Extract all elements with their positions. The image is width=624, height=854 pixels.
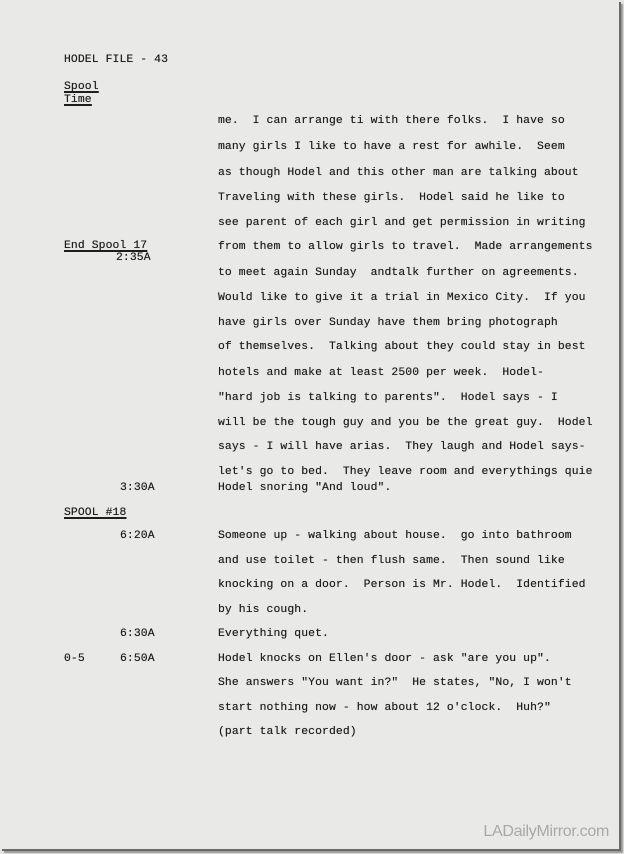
body-line: Would like to give it a trial in Mexico City. If you	[218, 292, 586, 304]
timestamp-6-30a: 6:30A	[120, 628, 155, 640]
body-line: Everything quet.	[218, 628, 329, 640]
body-line: me. I can arrange ti with there folks. I have so	[218, 115, 565, 127]
body-line: let's go to bed. They leave room and everythings quie	[218, 466, 593, 478]
body-line: "hard job is talking to parents". Hodel says - I	[218, 392, 558, 404]
body-line: have girls over Sunday have them bring photograph	[218, 317, 558, 329]
column-heading-time: Time	[64, 94, 92, 106]
body-line: as though Hodel and this other man are talking about	[218, 167, 579, 179]
timestamp-6-50a: 6:50A	[120, 653, 155, 665]
body-line: from them to allow girls to travel. Made arrangements	[218, 241, 593, 253]
spool-18-heading: SPOOL #18	[64, 507, 127, 519]
body-line: see parent of each girl and get permission in writing	[218, 217, 586, 229]
body-line: Hodel knocks on Ellen's door - ask "are you up".	[218, 653, 551, 665]
document-header: HODEL FILE - 43	[64, 54, 169, 66]
body-line: (part talk recorded)	[218, 726, 357, 738]
body-line: will be the tough guy and you be the great guy. Hodel	[218, 417, 593, 429]
timestamp-3-30a: 3:30A	[120, 482, 155, 494]
body-line: hotels and make at least 2500 per week. Hodel-	[218, 367, 544, 379]
body-line: by his cough.	[218, 604, 309, 616]
tape-counter: 0-5	[64, 653, 85, 665]
body-line: to meet again Sunday andtalk further on agreements.	[218, 267, 579, 279]
body-line: many girls I like to have a rest for awhile. Seem	[218, 141, 565, 153]
body-line: start nothing now - how about 12 o'clock. Huh?"	[218, 702, 551, 714]
end-spool-label: End Spool 17	[64, 240, 148, 252]
watermark: LADailyMirror.com	[483, 823, 609, 840]
body-line: Traveling with these girls. Hodel said he like to	[218, 192, 565, 204]
body-line: and use toilet - then flush same. Then sound like	[218, 555, 565, 567]
body-line: Hodel snoring "And loud".	[218, 482, 392, 494]
timestamp-6-20a: 6:20A	[120, 530, 155, 542]
body-line: of themselves. Talking about they could stay in best	[218, 341, 586, 353]
column-heading-spool: Spool	[64, 81, 99, 93]
body-line: knocking on a door. Person is Mr. Hodel. Identified	[218, 579, 586, 591]
body-line: She answers "You want in?" He states, "No, I won't	[218, 677, 572, 689]
body-line: says - I will have arias. They laugh and Hodel says-	[218, 441, 586, 453]
body-line: Someone up - walking about house. go into bathroom	[218, 530, 572, 542]
end-spool-time: 2:35A	[116, 252, 151, 264]
